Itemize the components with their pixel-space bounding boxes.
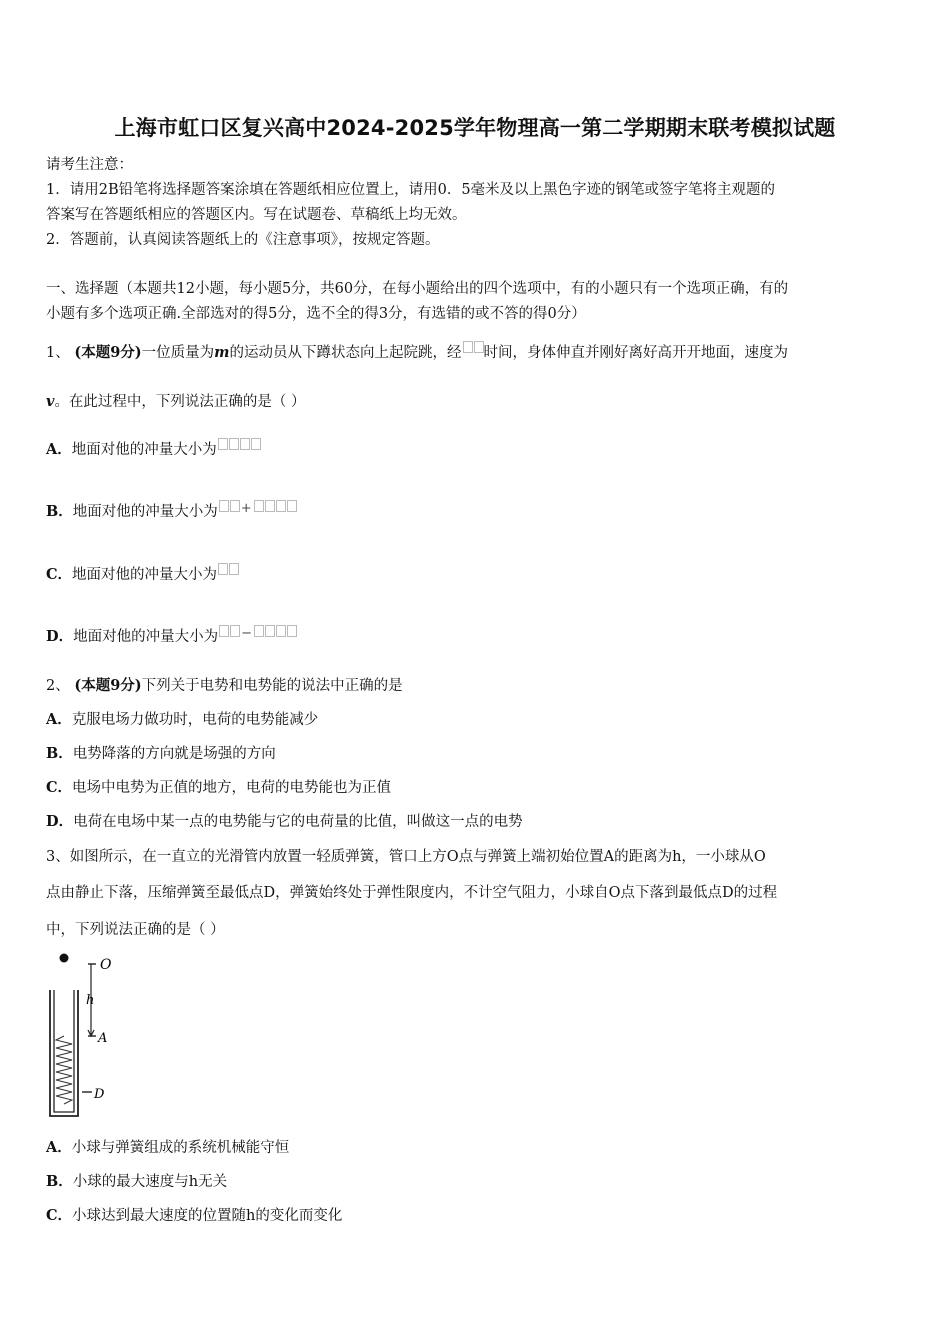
q1-text-c: 时间，身体伸直并刚好离好高开开地面，速度为 <box>483 345 788 361</box>
page-title: 上海市虹口区复兴高中2024-2025学年物理高一第二学期期末联考模拟试题 <box>114 116 836 140</box>
q3-option-a[interactable] <box>46 1136 289 1157</box>
notice-line-3: 2．答题前，认真阅读答题纸上的《注意事项》，按规定答题。 <box>46 232 440 248</box>
formula-placeholder-icon <box>276 500 286 512</box>
label-h: h <box>86 993 95 1008</box>
q1-option-c[interactable] <box>46 563 239 584</box>
q3-stem-line-2: 点由静止下落，压缩弹簧至最低点D，弹簧始终处于弹性限度内，不计空气阻力，小球自O点下落到最低点D的过程 <box>46 885 778 901</box>
option-label: B． <box>46 1173 73 1190</box>
section-instructions-1: 一、选择题（本题共12小题，每小题5分，共60分，在每小题给出的四个选项中，有的小题只有一个选项正确，有的 <box>46 281 789 297</box>
option-label: C． <box>46 779 73 796</box>
spring-tube-figure <box>44 950 124 1122</box>
q1-number: 1、 <box>46 345 70 361</box>
option-label: B． <box>46 745 73 762</box>
formula-placeholder-icon <box>287 500 297 512</box>
option-text: 小球的最大速度与h无关 <box>72 1174 228 1190</box>
q1-velocity-symbol: v <box>46 393 55 410</box>
option-text: 地面对他的冲量大小为 <box>72 567 218 583</box>
label-a: A <box>98 1031 108 1046</box>
formula-placeholder-icon <box>265 625 275 637</box>
label-d: D <box>94 1087 105 1102</box>
q2-score: (本题9分) <box>74 677 142 694</box>
formula-placeholder-icon <box>240 438 250 450</box>
q3-option-b[interactable] <box>46 1170 227 1191</box>
q1-option-a[interactable] <box>46 438 261 459</box>
option-text: 电场中电势为正值的地方，电荷的电势能也为正值 <box>72 780 392 796</box>
q1-option-d[interactable] <box>46 625 297 646</box>
option-label: A． <box>46 711 72 728</box>
ball-icon <box>60 954 69 963</box>
formula-placeholder-icon <box>219 500 229 512</box>
formula-placeholder-icon <box>229 563 239 575</box>
formula-placeholder-icon <box>474 341 484 353</box>
option-label: A． <box>46 441 72 458</box>
q2-option-d[interactable] <box>46 810 523 831</box>
q1-score: (本题9分) <box>74 344 142 361</box>
q1-text-a: 一位质量为 <box>141 345 215 361</box>
option-text: 地面对他的冲量大小为 <box>73 629 219 645</box>
option-label: D． <box>46 628 74 645</box>
minus-sign: − <box>241 626 252 641</box>
q1-stem-line-1 <box>46 341 788 362</box>
notice-line-2: 答案写在答题纸相应的答题区内。写在试题卷、草稿纸上均无效。 <box>46 207 467 223</box>
formula-placeholder-icon <box>230 500 240 512</box>
formula-placeholder-icon <box>251 438 261 450</box>
plus-sign: + <box>240 501 252 516</box>
q1-text-d: 。在此过程中，下列说法正确的是（ ） <box>54 394 306 410</box>
option-label: A． <box>46 1139 72 1156</box>
formula-placeholder-icon <box>219 625 229 637</box>
option-label: C． <box>46 1207 73 1224</box>
q3-stem-line-1: 3、如图所示，在一直立的光滑管内放置一轻质弹簧，管口上方O点与弹簧上端初始位置A的距离为h，一小球从O <box>46 849 766 865</box>
formula-placeholder-icon <box>265 500 275 512</box>
option-text: 小球达到最大速度的位置随h的变化而变化 <box>72 1208 343 1224</box>
option-text: 地面对他的冲量大小为 <box>71 442 217 458</box>
formula-placeholder-icon <box>218 438 228 450</box>
formula-placeholder-icon <box>254 500 264 512</box>
option-label: C． <box>46 566 73 583</box>
formula-placeholder-icon <box>276 625 286 637</box>
option-label: B． <box>46 503 73 520</box>
formula-placeholder-icon <box>463 341 473 353</box>
formula-placeholder-icon <box>218 563 228 575</box>
section-instructions-2: 小题有多个选项正确.全部选对的得5分，选不全的得3分，有选错的或不答的得0分） <box>46 306 586 322</box>
formula-placeholder-icon <box>287 625 297 637</box>
notice-line-1: 1．请用2B铅笔将选择题答案涂填在答题纸相应位置上，请用0．5毫米及以上黑色字迹的钢笔或签字笔将主观题的 <box>46 182 776 198</box>
label-o: O <box>100 957 112 973</box>
q3-stem-line-3: 中，下列说法正确的是（ ） <box>46 922 225 938</box>
q1-mass-symbol: m <box>214 344 230 361</box>
formula-placeholder-icon <box>229 438 239 450</box>
q1-option-b[interactable] <box>46 500 297 521</box>
formula-placeholder-icon <box>230 625 240 637</box>
q1-stem-line-2 <box>46 390 306 411</box>
q2-stem-text: 下列关于电势和电势能的说法中正确的是 <box>141 678 403 694</box>
q3-option-c[interactable] <box>46 1204 342 1225</box>
formula-placeholder-icon <box>254 625 264 637</box>
q2-number: 2、 <box>46 678 70 694</box>
q1-text-b: 的运动员从下蹲状态向上起院跳，经 <box>229 345 462 361</box>
notice-heading: 请考生注意： <box>46 157 133 173</box>
q2-option-a[interactable] <box>46 708 318 729</box>
option-text: 电势降落的方向就是场强的方向 <box>72 746 276 762</box>
option-text: 小球与弹簧组成的系统机械能守恒 <box>71 1140 290 1156</box>
option-label: D． <box>46 813 74 830</box>
option-text: 地面对他的冲量大小为 <box>72 504 218 520</box>
q2-stem <box>46 674 403 695</box>
option-text: 克服电场力做功时，电荷的电势能减少 <box>71 712 319 728</box>
q2-option-c[interactable] <box>46 776 391 797</box>
q2-option-b[interactable] <box>46 742 276 763</box>
option-text: 电荷在电场中某一点的电势能与它的电荷量的比值，叫做这一点的电势 <box>73 814 523 830</box>
